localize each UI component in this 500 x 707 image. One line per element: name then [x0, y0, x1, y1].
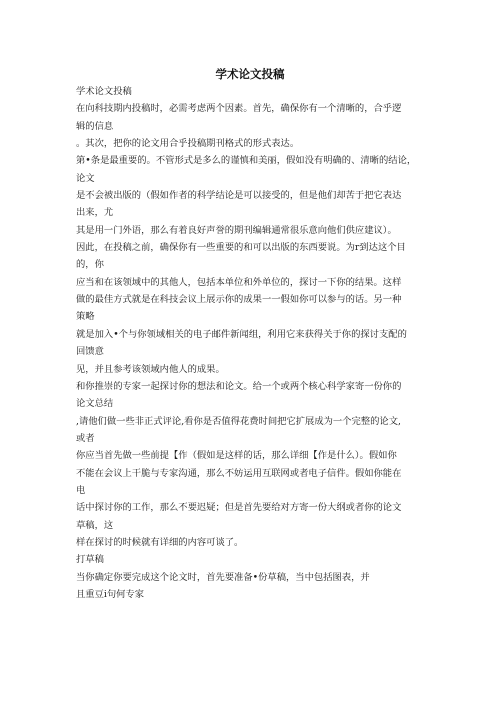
text-line: ,请他们做一些非正式评论,看你是否值得花费时间把它扩展成为一个完整的论文,	[76, 415, 401, 427]
text-line: 不能在会议上干脆与专家沟通，那么不妨运用互联网或者电子信件。假如你能在	[76, 467, 402, 479]
text-line: 你应当首先做一些前提【作（假如是这样的话，那么详细【作是什么）。假如你	[76, 450, 397, 462]
text-line: 做的最佳方式就是在科技会议上展示你的成果一一假如你可以参与的话。另一种	[76, 294, 402, 306]
text-line: 出来，尤	[76, 207, 114, 219]
text-line: 学术论文投稿	[76, 86, 132, 97]
text-line: 。其次，把你的论文用合乎投稿期刊格式的形式表达。	[76, 138, 300, 150]
text-line: 是不会被出版的（假如作者的科学结论是可以接受的，但是他们却苦于把它表达	[76, 190, 402, 202]
text-line: 或者	[76, 432, 95, 444]
text-line: 第•条是最重要的。不管形式是多么的谨慎和美丽，假如没有明确的、清晰的结论，	[76, 155, 417, 167]
text-line: 因此，在投稿之前，确保你有一些重要的和可以出版的东西要说。为r到达这个目	[76, 242, 406, 254]
text-line: 和你推崇的专家一起探讨你的想法和论文。给一个或两个核心科学家寄一份你的	[76, 380, 402, 392]
text-line: 就是加入•个与你领域相关的电子邮件新闻组，利用它来获得关于你的探讨支配的	[76, 328, 407, 340]
text-line: 话中探讨你的工作，那么不要迟疑；但是首先要给对方寄一份大纲或者你的论文	[76, 502, 402, 514]
text-line: 的，你	[76, 259, 104, 271]
text-line: 当你确定你要完成这个论文时，首先要准备•份草稿，当中包括图表，并	[76, 571, 370, 583]
text-line: 其是用一门外语，那么有着良好声誉的期刊编辑通常很乐意向他们供应建议）。	[76, 224, 397, 236]
text-line: 样在探讨的时候就有详细的内容可谈了。	[76, 536, 244, 548]
document-title: 学术论文投稿	[215, 67, 285, 81]
text-line: 打草稿	[76, 554, 104, 566]
document-body	[76, 83, 432, 603]
text-line: 在向科技期内投稿时，必需考虑两个因素。首先，确保你有一个清晰的，合乎逻	[76, 103, 402, 115]
text-line: 见，并且参考该领域内他人的成果。	[76, 363, 225, 375]
text-line: 策略	[76, 311, 95, 323]
text-line: 且重豆i句何专家	[76, 588, 145, 600]
text-line: 回馈意	[76, 346, 104, 358]
text-line: 辑的信息	[76, 120, 114, 132]
text-line: 草稿，这	[76, 519, 114, 531]
text-line: 应当和在该领域中的其他人，包括本单位和外单位的，探讨一下你的结果。这样	[76, 276, 402, 288]
text-line: 论文	[76, 172, 95, 184]
text-line: 论文总结	[76, 398, 114, 410]
text-line: 电	[76, 484, 86, 496]
